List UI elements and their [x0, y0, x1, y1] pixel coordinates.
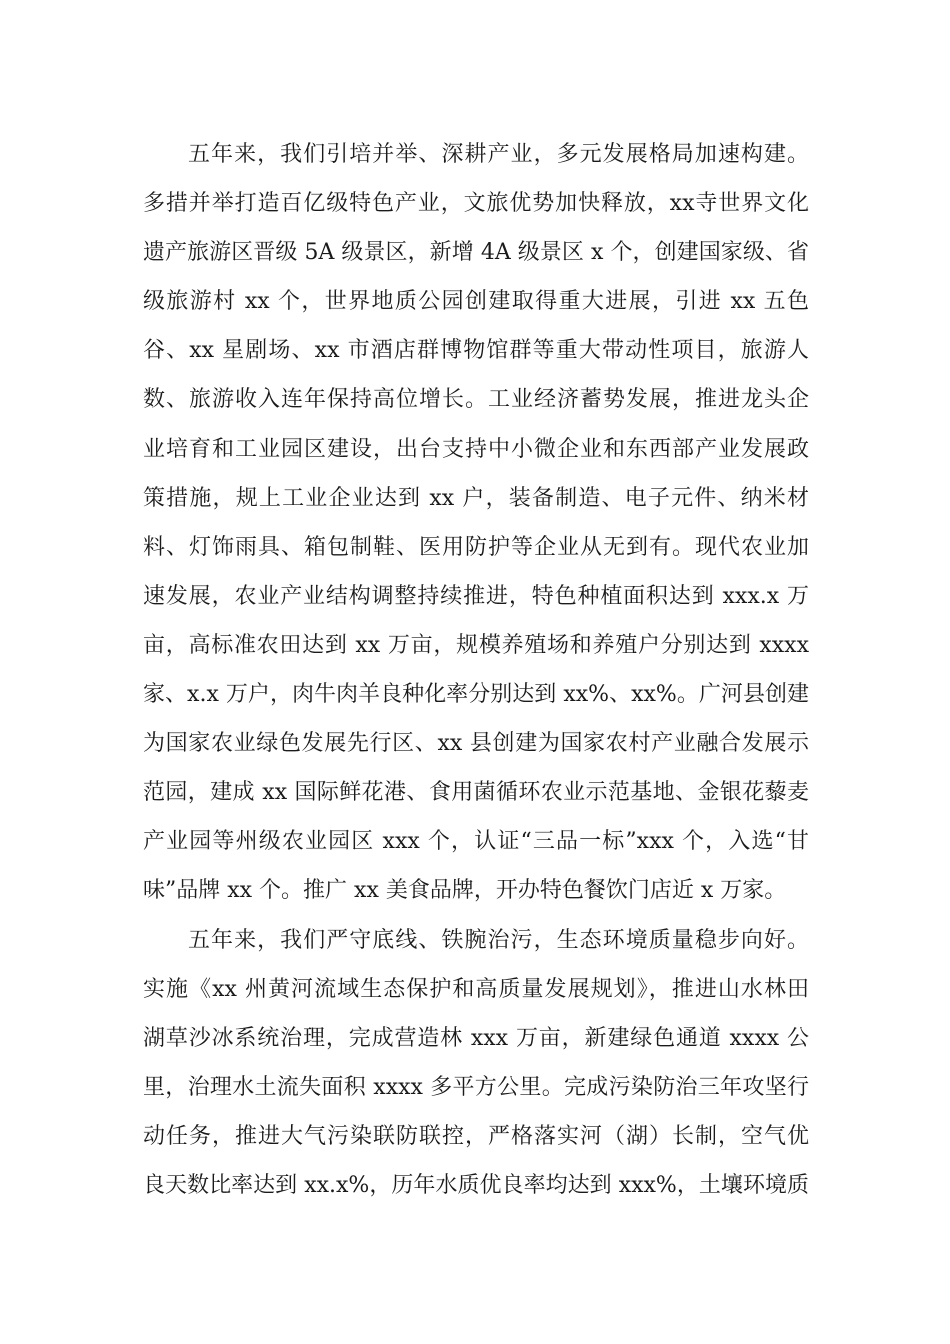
paragraph-1-line: 亩，高标准农田达到 xx 万亩，规模养殖场和养殖户分别达到 xxxx: [143, 632, 809, 658]
paragraph-2-line: 湖草沙冰系统治理，完成营造林 xxx 万亩，新建绿色通道 xxxx 公: [143, 1025, 809, 1051]
paragraph-1-line: 业培育和工业园区建设，出台支持中小微企业和东西部产业发展政: [143, 436, 809, 462]
paragraph-1-line: 产业园等州级农业园区 xxx 个，认证“三品一标”xxx 个，入选“甘: [143, 829, 809, 855]
paragraph-1-line: 家、x.x 万户，肉牛肉羊良种化率分别达到 xx%、xx%。广河县创建: [143, 682, 809, 708]
paragraph-1-line: 数、旅游收入连年保持高位增长。工业经济蓄势发展，推进龙头企: [143, 387, 809, 413]
paragraph-1-line: 味”品牌 xx 个。推广 xx 美食品牌，开办特色餐饮门店近 x 万家。: [143, 878, 787, 904]
paragraph-1-line: 为国家农业绿色发展先行区、xx 县创建为国家农村产业融合发展示: [143, 731, 809, 757]
paragraph-1-line: 速发展，农业产业结构调整持续推进，特色种植面积达到 xxx.x 万: [143, 583, 809, 609]
paragraph-2-line: 良天数比率达到 xx.x%，历年水质优良率均达到 xxx%，土壤环境质: [143, 1172, 809, 1198]
paragraph-1-line: 级旅游村 xx 个，世界地质公园创建取得重大进展，引进 xx 五色: [143, 289, 809, 315]
paragraph-1-line: 遗产旅游区晋级 5A 级景区，新增 4A 级景区 x 个，创建国家级、省: [143, 240, 809, 266]
paragraph-2-line: 动任务，推进大气污染联防联控，严格落实河（湖）长制，空气优: [143, 1123, 809, 1149]
body-text: [143, 130, 809, 1210]
paragraph-1-line: 五年来，我们引培并举、深耕产业，多元发展格局加速构建。: [188, 142, 809, 167]
paragraph-1-line: 范园，建成 xx 国际鲜花港、食用菌循环农业示范基地、金银花藜麦: [143, 780, 809, 806]
paragraph-1-line: 多措并举打造百亿级特色产业，文旅优势加快释放，xx寺世界文化: [143, 191, 809, 217]
paragraph-2-line: 五年来，我们严守底线、铁腕治污，生态环境质量稳步向好。: [188, 927, 809, 953]
paragraph-1-line: 谷、xx 星剧场、xx 市酒店群博物馆群等重大带动性项目，旅游人: [143, 338, 809, 364]
paragraph-2-line: 实施《xx 州黄河流域生态保护和高质量发展规划》，推进山水林田: [143, 976, 809, 1002]
paragraph-1-line: 料、灯饰雨具、箱包制鞋、医用防护等企业从无到有。现代农业加: [143, 534, 809, 560]
paragraph-2-line: 里，治理水土流失面积 xxxx 多平方公里。完成污染防治三年攻坚行: [143, 1074, 809, 1100]
paragraph-1-line: 策措施，规上工业企业达到 xx 户，装备制造、电子元件、纳米材: [143, 485, 809, 511]
